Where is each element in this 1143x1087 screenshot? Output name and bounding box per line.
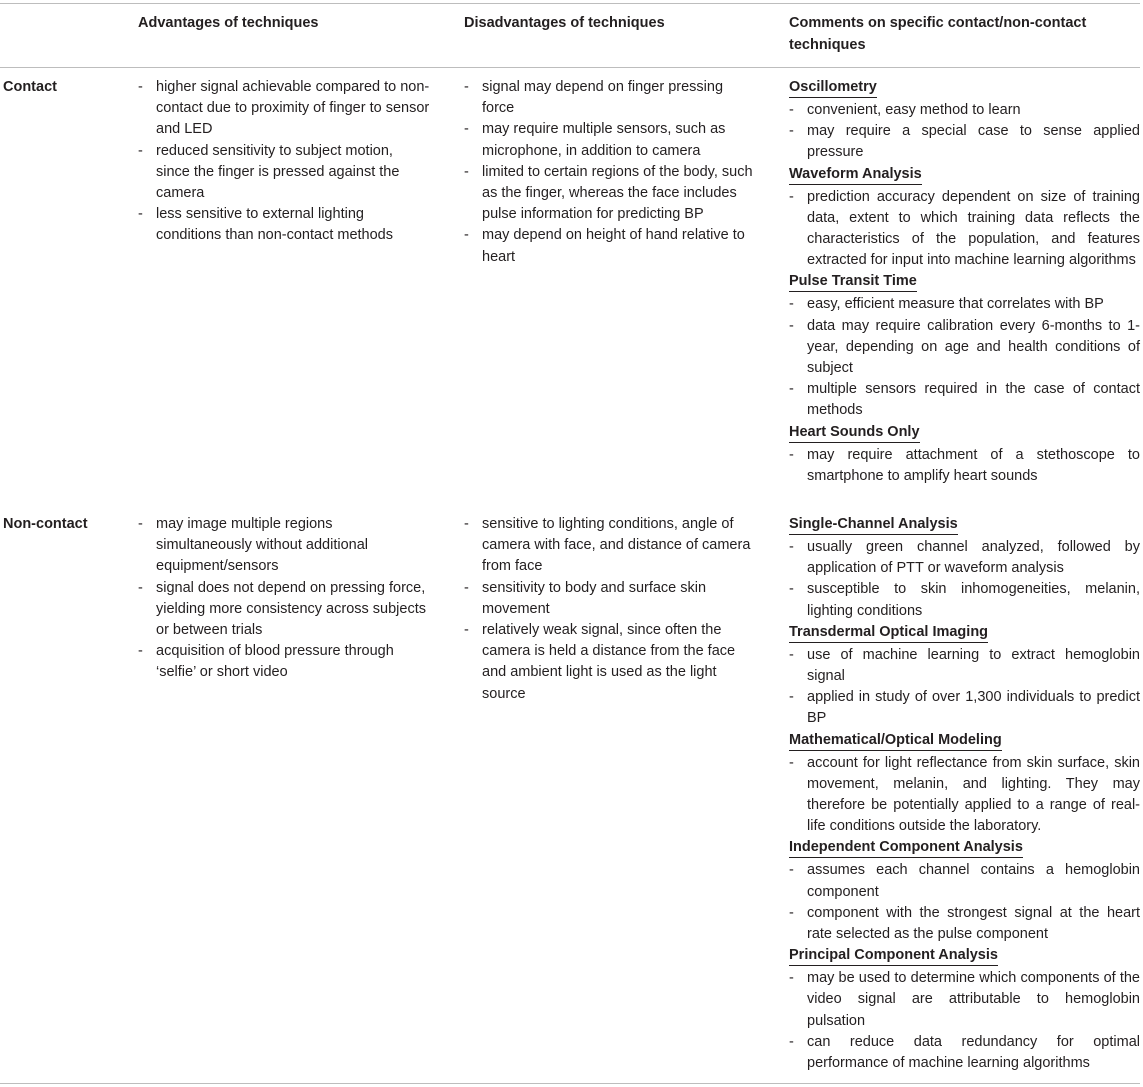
technique-block — [789, 514, 1140, 622]
technique-comment-list — [789, 537, 1140, 622]
list-item: - limited to certain regions of the body, such as the finger, whereas the face includes pulse information for predicting BP — [464, 162, 756, 226]
technique-title: Transdermal Optical Imaging — [789, 623, 988, 643]
table-bottom-rule — [0, 1083, 1140, 1084]
header-disadvantages: Disadvantages of techniques — [464, 15, 665, 31]
technique-block — [789, 164, 1140, 272]
list-item: - reduced sensitivity to subject motion, since the finger is pressed against the camera — [138, 141, 430, 205]
technique-comment-list — [789, 100, 1140, 164]
technique-title: Waveform Analysis — [789, 165, 922, 185]
list-item: - applied in study of over 1,300 individuals to predict BP — [789, 687, 1140, 729]
list-item: - acquisition of blood pressure through ‘selfie’ or short video — [138, 641, 430, 683]
list-item: - can reduce data redundancy for optimal performance of machine learning algorithms — [789, 1032, 1140, 1074]
list-item: - higher signal achievable compared to non-contact due to proximity of finger to sensor and LED — [138, 77, 430, 141]
list-item: - component with the strongest signal at the heart rate selected as the pulse component — [789, 903, 1140, 945]
technique-comment-list — [789, 753, 1140, 838]
list-item: - use of machine learning to extract hemoglobin signal — [789, 645, 1140, 687]
header-advantages: Advantages of techniques — [138, 15, 319, 31]
header-comments: Comments on specific contact/non-contact techniques — [789, 15, 1087, 53]
technique-comment-list — [789, 445, 1140, 487]
contact-disadvantages — [464, 77, 756, 268]
list-item: - usually green channel analyzed, followed by application of PTT or waveform analysis — [789, 537, 1140, 579]
table-top-rule — [0, 3, 1140, 4]
technique-title: Pulse Transit Time — [789, 272, 917, 292]
list-item: - signal may depend on finger pressing force — [464, 77, 756, 119]
non-contact-disadvantages — [464, 514, 756, 705]
list-item: - assumes each channel contains a hemoglobin component — [789, 860, 1140, 902]
technique-block — [789, 945, 1140, 1074]
technique-block — [789, 77, 1140, 164]
list-item: - may require multiple sensors, such as microphone, in addition to camera — [464, 119, 756, 161]
list-item: - multiple sensors required in the case of contact methods — [789, 379, 1140, 421]
list-item: - may require a special case to sense applied pressure — [789, 121, 1140, 163]
row-label-contact: Contact — [3, 79, 57, 95]
technique-comment-list — [789, 968, 1140, 1074]
non-contact-advantages — [138, 514, 430, 684]
technique-block — [789, 837, 1140, 945]
row-label-non-contact: Non-contact — [3, 516, 88, 532]
non-contact-technique-comments — [789, 514, 1140, 1074]
technique-title: Independent Component Analysis — [789, 838, 1023, 858]
list-item: - may be used to determine which components of the video signal are attributable to hemoglobin pulsation — [789, 968, 1140, 1032]
technique-comment-list — [789, 187, 1140, 272]
list-item: - susceptible to skin inhomogeneities, melanin, lighting conditions — [789, 579, 1140, 621]
technique-comment-list — [789, 294, 1140, 421]
list-item: - may depend on height of hand relative to heart — [464, 225, 756, 267]
list-item: - signal does not depend on pressing force, yielding more consistency across subjects or between trials — [138, 578, 430, 642]
technique-comment-list — [789, 860, 1140, 945]
list-item: - convenient, easy method to learn — [789, 100, 1140, 121]
technique-title: Heart Sounds Only — [789, 423, 920, 443]
contact-advantages — [138, 77, 430, 247]
technique-block — [789, 422, 1140, 487]
list-item: - easy, efficient measure that correlates with BP — [789, 294, 1140, 315]
list-item: - sensitivity to body and surface skin movement — [464, 578, 756, 620]
contact-technique-comments — [789, 77, 1140, 487]
technique-title: Oscillometry — [789, 78, 877, 98]
technique-title: Principal Component Analysis — [789, 946, 998, 966]
technique-title: Single-Channel Analysis — [789, 515, 958, 535]
list-item: - may image multiple regions simultaneously without additional equipment/sensors — [138, 514, 430, 578]
list-item: - may require attachment of a stethoscope to smartphone to amplify heart sounds — [789, 445, 1140, 487]
list-item: - less sensitive to external lighting conditions than non-contact methods — [138, 204, 430, 246]
technique-block — [789, 730, 1140, 838]
list-item: - relatively weak signal, since often the camera is held a distance from the face and ambient light is used as the light source — [464, 620, 756, 705]
list-item: - data may require calibration every 6-months to 1-year, depending on age and health conditions of subject — [789, 316, 1140, 380]
technique-comment-list — [789, 645, 1140, 730]
technique-block — [789, 271, 1140, 421]
list-item: - sensitive to lighting conditions, angle of camera with face, and distance of camera from face — [464, 514, 756, 578]
technique-title: Mathematical/Optical Modeling — [789, 731, 1002, 751]
list-item: - account for light reflectance from skin surface, skin movement, melanin, and lighting. They may therefore be potentially applied to a range of real-life conditions outside the laboratory. — [789, 753, 1140, 838]
technique-block — [789, 622, 1140, 730]
table-header-rule — [0, 67, 1140, 68]
list-item: - prediction accuracy dependent on size of training data, extent to which training data reflects the characteristics of the population, and features extracted for input into machine learning algorithms — [789, 187, 1140, 272]
